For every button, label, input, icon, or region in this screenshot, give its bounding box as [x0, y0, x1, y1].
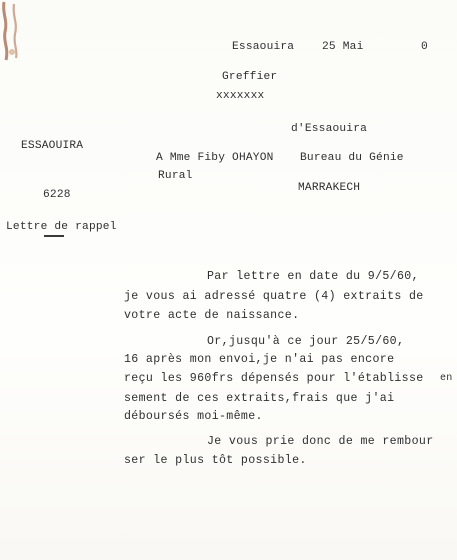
body-line: reçu les 960frs dépensés pour l'établisse [124, 372, 424, 385]
subject: Lettre de rappel [6, 221, 117, 233]
body-line: je vous ai adressé quatre (4) extraits de [124, 290, 424, 303]
recipient-name: A Mme Fiby OHAYON [156, 152, 274, 164]
sender-title: Greffier [222, 71, 278, 83]
margin-mark: en [440, 373, 453, 384]
body-line: déboursés moi-même. [124, 410, 263, 423]
recipient-city: MARRAKECH [298, 182, 361, 194]
place-date: Essaouira [232, 41, 295, 53]
recipient-office-2: Rural [158, 170, 193, 182]
body-line: 16 après mon envoi,je n'ai pas encore [124, 353, 395, 366]
body-line: sement de ces extraits,frais que j'ai [124, 392, 395, 405]
city: ESSAOUIRA [21, 140, 84, 152]
recipient-office: Bureau du Génie [300, 152, 404, 164]
body-line: ser le plus tôt possible. [124, 454, 307, 467]
staple-mark-icon [0, 0, 36, 64]
year-digit: 0 [421, 41, 428, 53]
sender-place: d'Essaouira [291, 123, 368, 135]
date: 25 Mai [322, 41, 364, 53]
body-line: votre acte de naissance. [124, 309, 300, 322]
subject-underline [44, 235, 64, 237]
struck-text: xxxxxxx [216, 90, 265, 102]
body-line: Par lettre en date du 9/5/60, [207, 270, 419, 283]
body-line: Je vous prie donc de me rembour [207, 435, 434, 448]
body-line: Or,jusqu'à ce jour 25/5/60, [207, 335, 405, 348]
reference-number: 6228 [43, 189, 71, 201]
